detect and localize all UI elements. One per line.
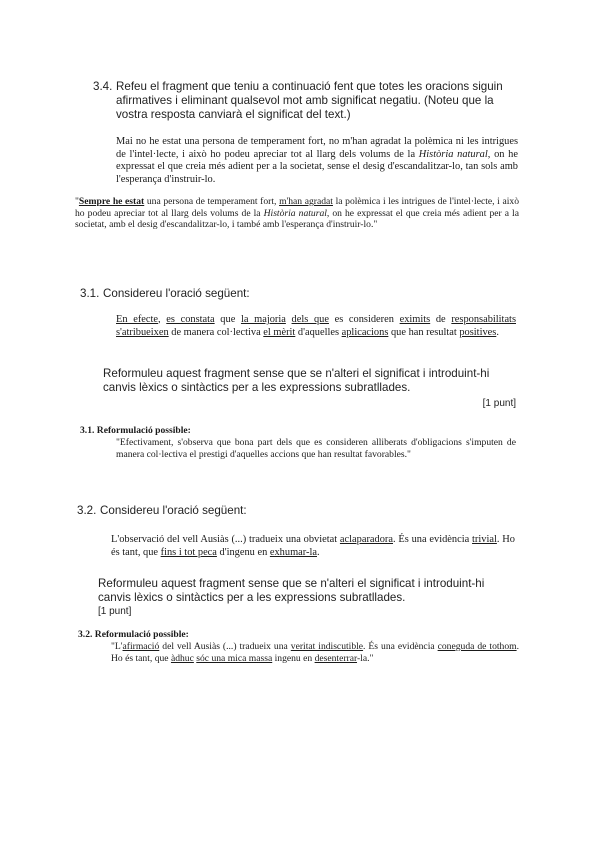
ex-3-1-answer: "Efectivament, s'observa que bona part dels que es consideren alliberats d'obligacions s'imputen de manera col·lectiva el prestigi d'aquelles accions que han resultat favorables.": [116, 437, 516, 460]
ex-3-1-points: [1 punt]: [482, 398, 516, 409]
ex-3-2-number: 3.2.: [77, 504, 97, 517]
ex-3-2-quote: L'observació del vell Ausiàs (...) tradueix una obvietat aclaparadora. És una evidència trivial. Ho és tant, que fins i tot peca d'ingenu en exhumar-la.: [111, 534, 515, 558]
ex-3-4-number: 3.4.: [93, 80, 113, 93]
ex-3-2-answer: "L'afirmació del vell Ausiàs (...) tradueix una veritat indiscutible. És una evidència coneguda de tothom. Ho és tant, que àdhuc sóc una mica massa ingenu en desenterrar-la.": [111, 641, 519, 664]
ex-3-2-instruction: Reformuleu aquest fragment sense que se n'alteri el significat i introduint-hi canvis lèxics o sintàctics per a les expressions subratllades.: [98, 577, 485, 604]
ex-3-4-instruction: Refeu el fragment que teniu a continuació fent que totes les oracions siguin afirmatives i eliminant qualsevol mot amb significat negatiu. (Noteu que la vostra resposta canviarà el significat del text.): [116, 80, 503, 121]
ex-3-4-quote: Mai no he estat una persona de temperament fort, no m'han agradat la polèmica ni les intrigues de l'intel·lecte, i això ho podeu apreciar tot al llarg dels volums de la Història natural, on he expressat el que creia més adient per a la societat, sense el desig d'escandalitzar-lo, tan sols amb l'esperança d'instruir-lo.: [116, 136, 518, 185]
ex-3-2-answer-label: 3.2. Reformulació possible:: [78, 629, 189, 640]
ex-3-1-answer-label: 3.1. Reformulació possible:: [80, 425, 191, 436]
book-title: Història natural: [418, 148, 488, 160]
ex-3-2-points: [1 punt]: [98, 606, 132, 617]
ex-3-1-instruction: Reformuleu aquest fragment sense que se n'alteri el significat i introduint-hi canvis lèxics o sintàctics per a les expressions subratllades.: [103, 367, 490, 394]
ex-3-2-intro: Considereu l'oració següent:: [100, 504, 247, 517]
ex-3-1-number: 3.1.: [80, 287, 100, 300]
ex-3-1-intro: Considereu l'oració següent:: [103, 287, 250, 300]
ex-3-1-quote: En efecte, es constata que la majoria dels que es consideren eximits de responsabilitats s'atribueixen de manera col·lectiva el mèrit d'aquelles aplicacions que han resultat positives.: [116, 314, 516, 338]
ex-3-4-answer: "Sempre he estat una persona de temperament fort, m'han agradat la polèmica i les intrigues de l'intel·lecte, i això ho podeu apreciar tot al llarg dels volums de la Història natural, on he expressat el que creia més adient per a la societat, amb el desig d'escandalitzar-lo, i també amb l'esperança d'instruir-lo.": [75, 196, 519, 231]
